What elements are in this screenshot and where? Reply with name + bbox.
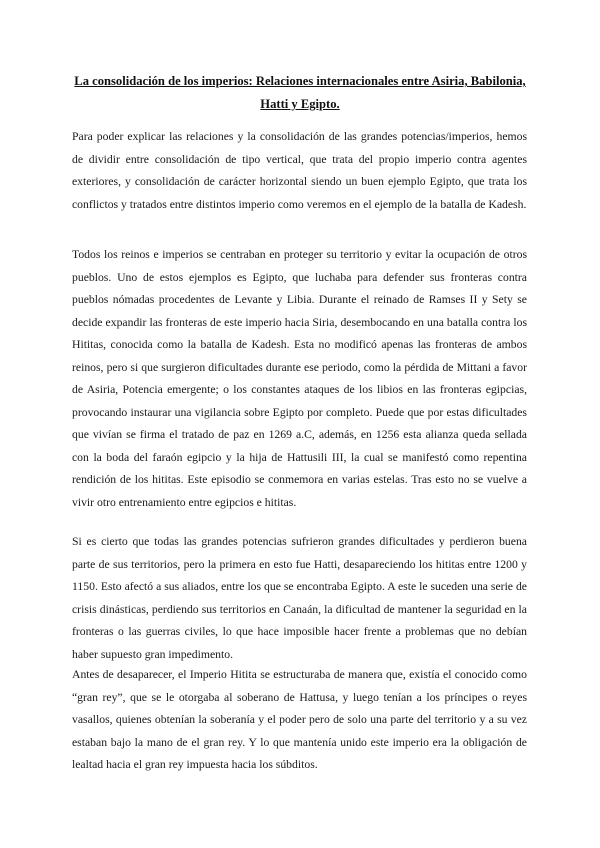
paragraph-1: Para poder explicar las relaciones y la consolidación de las grandes potencias/imperios, hemos de dividir entre consolidación de tipo vertical, que trata del propio imperio contra agentes exteriores, y consolidación de carácter horizontal siendo un buen ejemplo Egipto, que trata los conflictos y tratados entre distintos imperio como veremos en el ejemplo de la batalla de Kadesh. xyxy=(72,130,527,211)
document-title: La consolidación de los imperios: Relaciones internacionales entre Asiria, Babilonia, Hatti y Egipto. xyxy=(74,74,526,111)
paragraph-2: Todos los reinos e imperios se centraban en proteger su territorio y evitar la ocupación de otros pueblos. Uno de estos ejemplos es Egipto, que luchaba para defender sus fronteras contra pueblos nómadas procedentes de Levante y Libia. Durante el reinado de Ramses II y Sety se decide expandir las fronteras de este imperio hacia Siria, desembocando en una batalla contra los Hititas, conocida como la batalla de Kadesh. Esta no modificó apenas las fronteras de ambos reinos, pero si que surgieron dificultades durante ese periodo, como la pérdida de Mittani a favor de Asiria, Potencia emergente; o los constantes ataques de los libios en las fronteras egipcias, provocando instaurar una vigilancia sobre Egipto por completo. Puede que por estas dificultades que vivían se firma el tratado de paz en 1269 a.C, además, en 1256 esta alianza queda sellada con la boda del faraón egipcio y la hija de Hattusili III, la cual se manifestó como repentina rendición de los hititas. Este episodio se conmemora en varias estelas. Tras esto no se vuelve a vivir otro entrenamiento entre egipcios e hititas. xyxy=(72,248,527,509)
paragraph-4: Antes de desaparecer, el Imperio Hitita se estructuraba de manera que, existía el conocido como “gran rey”, que se le otorgaba al soberano de Hattusa, y luego tenían a los príncipes o reyes vasallos, quienes obtenían la soberanía y el poder pero de solo una parte del territorio y a su vez estaban bajo la mano de el gran rey. Y lo que mantenía unido este imperio era la obligación de lealtad hacia el gran rey impuesta hacia los súbditos. xyxy=(72,668,527,771)
paragraph-3: Si es cierto que todas las grandes potencias sufrieron grandes dificultades y perdieron buena parte de sus territorios, pero la primera en esto fue Hatti, desapareciendo los hititas entre 1200 y 1150. Esto afectó a sus aliados, entre los que se encontraba Egipto. A este le suceden una serie de crisis dinásticas, perdiendo sus territorios en Canaán, la dificultad de mantener la seguridad en la fronteras o las guerras civiles, lo que hace imposible hacer frente a problemas que no debían haber supuesto gran impedimento. xyxy=(72,535,527,661)
